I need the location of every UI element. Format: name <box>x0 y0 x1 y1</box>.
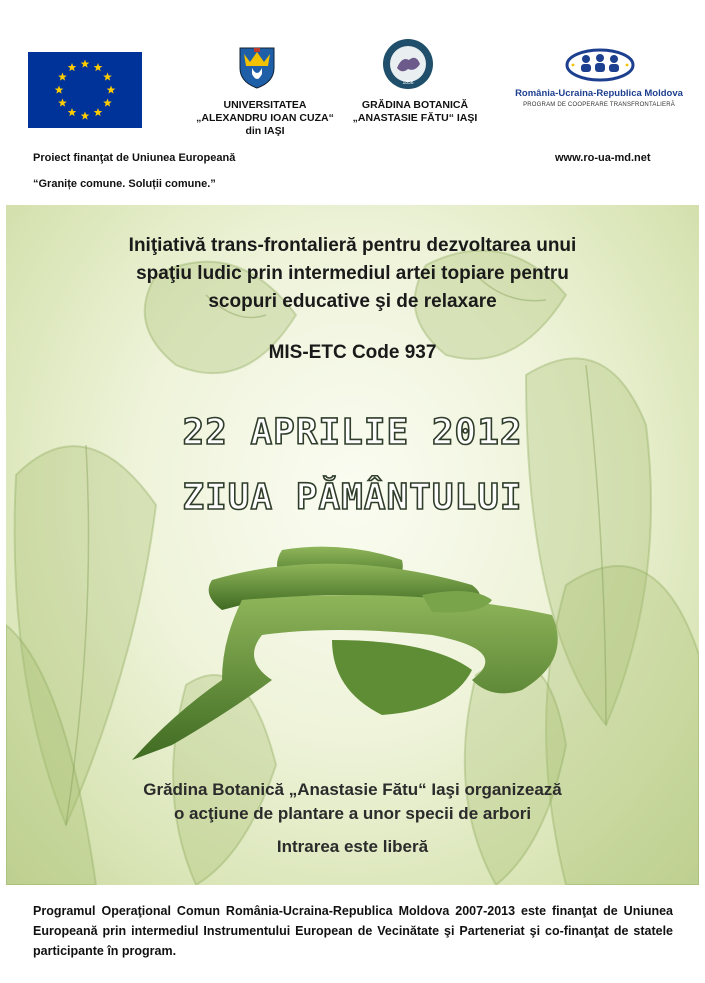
event-name: ZIUA PĂMÂNTULUI <box>182 477 523 518</box>
project-code: MIS-ETC Code 937 <box>268 342 437 363</box>
botanic-name-line2: „ANASTASIE FĂTU“ IAŞI <box>352 112 478 124</box>
uaic-name <box>190 99 340 138</box>
website-link[interactable]: www.ro-ua-md.net <box>555 152 651 164</box>
botanic-name-line1: GRĂDINA BOTANICĂ <box>361 99 469 111</box>
uaic-crest-icon <box>234 44 280 90</box>
organizer-line2: o acţiune de plantare a unor specii de arbori <box>173 804 532 823</box>
footer-funding-text: Programul Operaţional Comun România-Ucraina-Republica Moldova 2007-2013 este finanţat de Uniunea Europeană prin intermediul Instrumentului European de Vecinătate şi Parteneriat şi co-finanţat de statele participante în program. <box>33 904 673 958</box>
eu-flag-icon <box>28 52 142 128</box>
uaic-name-line2: „ALEXANDRU IOAN CUZA“ <box>196 112 334 124</box>
poster-title-line1: Iniţiativă trans-frontalieră pentru dezvoltarea unui <box>128 235 577 256</box>
topiary-hedge-illustration <box>132 540 570 760</box>
uaic-name-line1: UNIVERSITATEA <box>223 99 307 111</box>
organizer-line1: Grădina Botanică „Anastasie Fătu“ Iaşi organizează <box>143 780 562 799</box>
organizer-text <box>46 778 659 826</box>
funded-by-eu-text: Proiect finanţat de Uniunea Europeană <box>33 152 236 164</box>
uaic-name-line3: din IAŞI <box>245 125 285 137</box>
slogan-text: “Granițe comune. Soluții comune.” <box>33 178 216 190</box>
poster-title-line3: scopuri educative şi de relaxare <box>208 291 497 312</box>
seal-year: 1856 <box>402 80 414 86</box>
poster-panel <box>6 205 699 885</box>
event-date: 22 APRILIE 2012 <box>182 412 523 453</box>
free-entry-text: Intrarea este liberă <box>276 837 429 856</box>
botanic-name <box>340 99 490 125</box>
program-subtitle: PROGRAM DE COOPERARE TRANSFRONTALIERĂ <box>523 102 675 108</box>
program-logo-icon <box>565 47 635 83</box>
program-name: România-Ucraina-Republica Moldova <box>515 88 683 99</box>
poster-title <box>46 232 659 316</box>
botanic-seal-icon <box>382 38 434 90</box>
poster-title-line2: spaţiu ludic prin intermediul artei topiare pentru <box>136 263 569 284</box>
